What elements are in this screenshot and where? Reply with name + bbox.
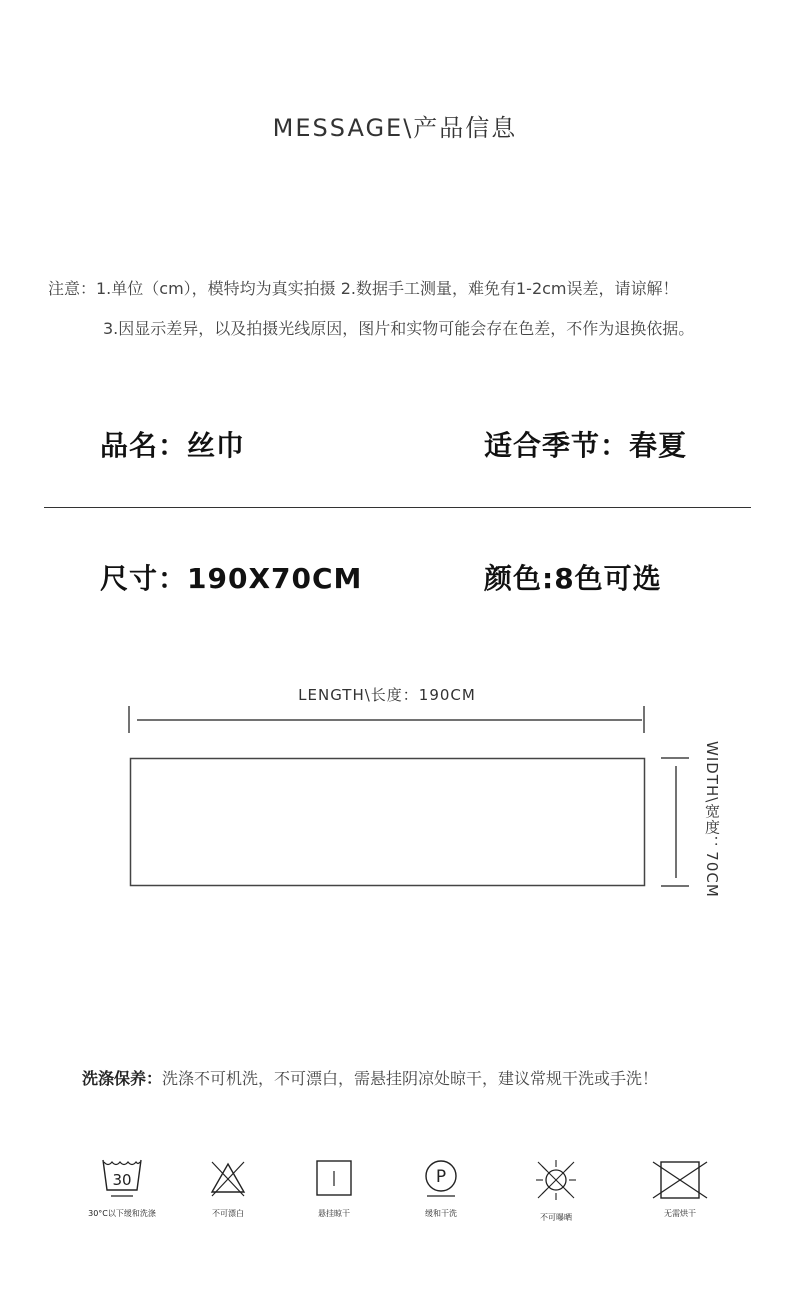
no-sun-dry-icon: [506, 1158, 606, 1228]
no-tumble-dry-icon: [630, 1158, 730, 1228]
page-title: MESSAGE\产品信息: [272, 114, 518, 142]
product-color: 颜色:8色可选: [484, 562, 662, 595]
wash-temp-text: 30: [112, 1171, 132, 1189]
width-label: WIDTH\宽度：70CM: [703, 741, 721, 898]
product-name: 品名：丝巾: [100, 429, 246, 462]
care-instructions: [82, 1066, 658, 1089]
wash-30-icon: [72, 1158, 172, 1228]
length-label: LENGTH\长度：190CM: [298, 686, 476, 704]
caption-wash-30: 30°C以下缓和洗涤: [88, 1209, 156, 1218]
product-size: 尺寸：190X70CM: [100, 562, 363, 595]
no-bleach-icon: [178, 1158, 278, 1228]
scarf-outline: [131, 759, 645, 886]
caption-hang-dry: 悬挂晾干: [318, 1209, 350, 1218]
product-season: 适合季节：春夏: [484, 429, 688, 462]
care-label: 洗涤保养：: [82, 1069, 163, 1088]
dry-clean-icon: [391, 1158, 491, 1228]
caption-dry-clean: 缓和干洗: [425, 1209, 457, 1218]
note-line-1: 注意：1.单位（cm），模特均为真实拍摄 2.数据手工测量，难免有1-2cm误差，请谅解！: [48, 279, 679, 298]
caption-no-tumble-dry: 无需烘干: [664, 1209, 696, 1218]
care-text: 洗涤不可机洗，不可漂白，需悬挂阴凉处晾干，建议常规干洗或手洗！: [162, 1069, 659, 1088]
dry-clean-letter: P: [435, 1167, 447, 1187]
caption-no-sun-dry: 不可曝晒: [540, 1213, 572, 1222]
note-line-2: 3.因显示差异，以及拍摄光线原因，图片和实物可能会存在色差，不作为退换依据。: [103, 319, 695, 338]
caption-no-bleach: 不可漂白: [212, 1209, 244, 1218]
hang-dry-icon: [284, 1158, 384, 1228]
